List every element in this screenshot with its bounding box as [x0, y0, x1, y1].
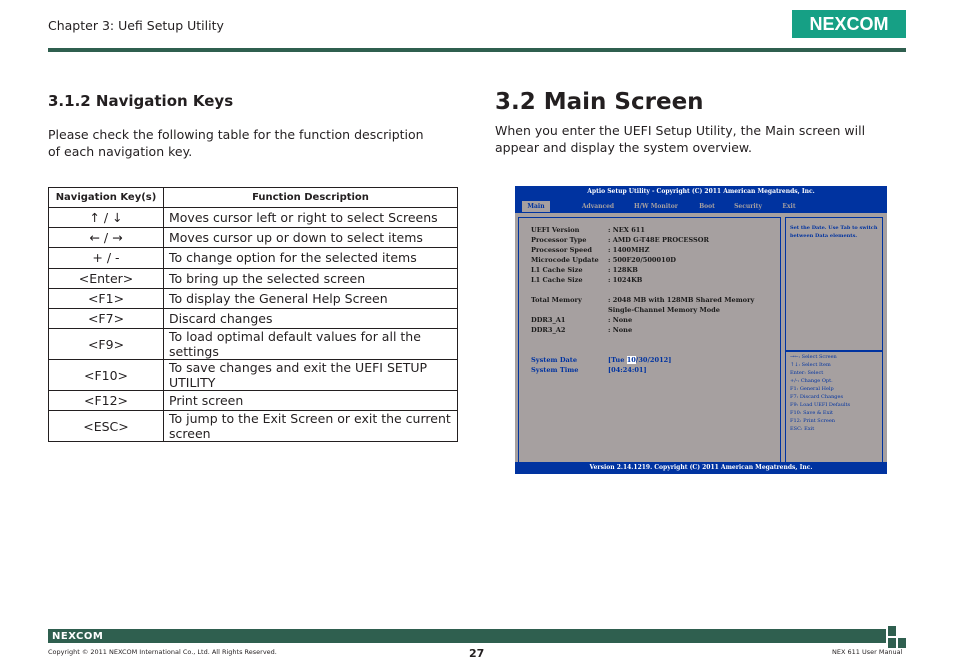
bios-keys-panel: [785, 351, 883, 463]
main-screen-intro: When you enter the UEFI Setup Utility, the Main screen will appear and display the system overview.: [495, 123, 866, 155]
bios-info-label: Processor Type: [531, 236, 587, 244]
bios-info-panel: [518, 217, 781, 463]
key-cell: <Enter>: [49, 268, 164, 288]
system-time-field[interactable]: [04:24:01]: [608, 366, 647, 374]
bios-info-label: DDR3_A1: [531, 316, 566, 324]
system-date-label: System Date: [531, 356, 578, 364]
bios-info-label: Total Memory: [531, 296, 582, 304]
header-navigation-keys: Navigation Key(s): [49, 188, 164, 208]
footer-bar: [48, 629, 886, 643]
desc-cell: To load optimal default values for all the settings: [164, 329, 458, 360]
bios-key-hint: F10: Save & Exit: [790, 410, 834, 416]
bios-help-text: Set the Date. Use Tab to switch between Data elements.: [790, 225, 878, 239]
section-intro: Please check the following table for the function description of each navigation key.: [48, 127, 424, 159]
bios-info-label: L1 Cache Size: [531, 266, 583, 274]
table-row: [49, 391, 458, 411]
bios-tab-security[interactable]: Security: [734, 203, 762, 210]
bios-info-value: : None: [608, 316, 633, 324]
system-time-label: System Time: [531, 366, 579, 374]
bios-info-value: : AMD G-T48E PROCESSOR: [608, 236, 710, 244]
bios-title-bar: Aptio Setup Utility - Copyright (C) 2011 American Megatrends, Inc.: [515, 186, 887, 198]
desc-cell: To display the General Help Screen: [164, 288, 458, 308]
key-cell: ← / →: [49, 228, 164, 248]
nexcom-logo: [792, 10, 906, 38]
bios-key-hint: →←: Select Screen: [790, 354, 837, 360]
bios-info-label: DDR3_A2: [531, 326, 566, 334]
bios-key-hint: ESC: Exit: [790, 426, 815, 432]
main-screen-title: 3.2 Main Screen: [495, 89, 704, 115]
bios-key-hint: F12: Print Screen: [790, 418, 836, 424]
page-number: 27: [469, 647, 485, 660]
bios-screenshot: [515, 186, 887, 474]
bios-key-hint: Enter: Select: [790, 370, 824, 376]
key-cell: <F9>: [49, 329, 164, 360]
table-row: [49, 288, 458, 308]
bios-help-panel: [785, 217, 883, 351]
key-cell: ↑ / ↓: [49, 208, 164, 228]
bios-tab-main[interactable]: Main: [522, 201, 550, 212]
bios-info-label: Microcode Update: [531, 256, 599, 264]
bios-info-value: Single-Channel Memory Mode: [608, 306, 720, 314]
footer-logo: NEXCOM: [52, 631, 104, 642]
bios-info-label: Processor Speed: [531, 246, 593, 254]
system-date-field[interactable]: [608, 356, 671, 364]
section-title: 3.1.2 Navigation Keys: [48, 92, 234, 110]
desc-cell: Print screen: [164, 391, 458, 411]
table-row: [49, 228, 458, 248]
chapter-title: Chapter 3: Uefi Setup Utility: [48, 18, 224, 33]
system-date-prefix: [Tue: [608, 356, 627, 364]
desc-cell: Moves cursor left or right to select Screens: [164, 208, 458, 228]
bios-version-bar: Version 2.14.1219. Copyright (C) 2011 American Megatrends, Inc.: [515, 462, 887, 474]
table-row: [49, 411, 458, 442]
system-date-selected[interactable]: 10: [626, 356, 636, 364]
key-cell: <ESC>: [49, 411, 164, 442]
bios-info-value: : 2048 MB with 128MB Shared Memory: [608, 296, 755, 304]
table-row: [49, 329, 458, 360]
desc-cell: To jump to the Exit Screen or exit the current screen: [164, 411, 458, 442]
key-cell: <F1>: [49, 288, 164, 308]
desc-cell: To change option for the selected items: [164, 248, 458, 268]
footer-squares-icon: [888, 626, 908, 648]
navigation-keys-table: [48, 187, 458, 442]
key-cell: <F12>: [49, 391, 164, 411]
bios-tab-boot[interactable]: Boot: [699, 203, 715, 210]
bios-info-value: : 1400MHZ: [608, 246, 650, 254]
table-row: [49, 360, 458, 391]
header-rule: [48, 48, 906, 52]
bios-key-hint: +/-: Change Opt.: [790, 378, 833, 384]
logo-text: NEXCOM: [809, 14, 889, 34]
key-cell: + / -: [49, 248, 164, 268]
desc-cell: Discard changes: [164, 308, 458, 328]
bios-menu-bar: [515, 198, 887, 213]
bios-key-hint: F9: Load UEFI Defaults: [790, 402, 851, 408]
key-cell: <F7>: [49, 308, 164, 328]
system-date-suffix: /30/2012]: [635, 356, 672, 364]
bios-tab-exit[interactable]: Exit: [782, 203, 796, 210]
table-row: [49, 308, 458, 328]
table-row: [49, 268, 458, 288]
bios-info-value: : NEX 611: [608, 226, 645, 234]
key-cell: <F10>: [49, 360, 164, 391]
table-header-row: [49, 188, 458, 208]
bios-info-value: : 1024KB: [608, 276, 643, 284]
bios-info-value: : 500F20/500010D: [608, 256, 677, 264]
bios-tab-advanced[interactable]: Advanced: [581, 203, 615, 210]
desc-cell: To bring up the selected screen: [164, 268, 458, 288]
bios-info-label: UEFI Version: [531, 226, 580, 234]
manual-title: NEX 611 User Manual: [832, 648, 903, 656]
bios-key-hint: F1: General Help: [790, 386, 834, 392]
header-function-description: Function Description: [164, 188, 458, 208]
desc-cell: Moves cursor up or down to select items: [164, 228, 458, 248]
bios-info-value: : 128KB: [608, 266, 638, 274]
bios-key-hint: F7: Discard Changes: [790, 394, 844, 400]
bios-tab-hw-monitor[interactable]: H/W Monitor: [634, 203, 678, 210]
bios-key-hint: ↑↓: Select Item: [790, 362, 831, 368]
table-row: [49, 208, 458, 228]
table-row: [49, 248, 458, 268]
copyright-text: Copyright © 2011 NEXCOM International Co., Ltd. All Rights Reserved.: [48, 648, 277, 656]
bios-info-label: L1 Cache Size: [531, 276, 583, 284]
bios-info-value: : None: [608, 326, 633, 334]
desc-cell: To save changes and exit the UEFI SETUP UTILITY: [164, 360, 458, 391]
